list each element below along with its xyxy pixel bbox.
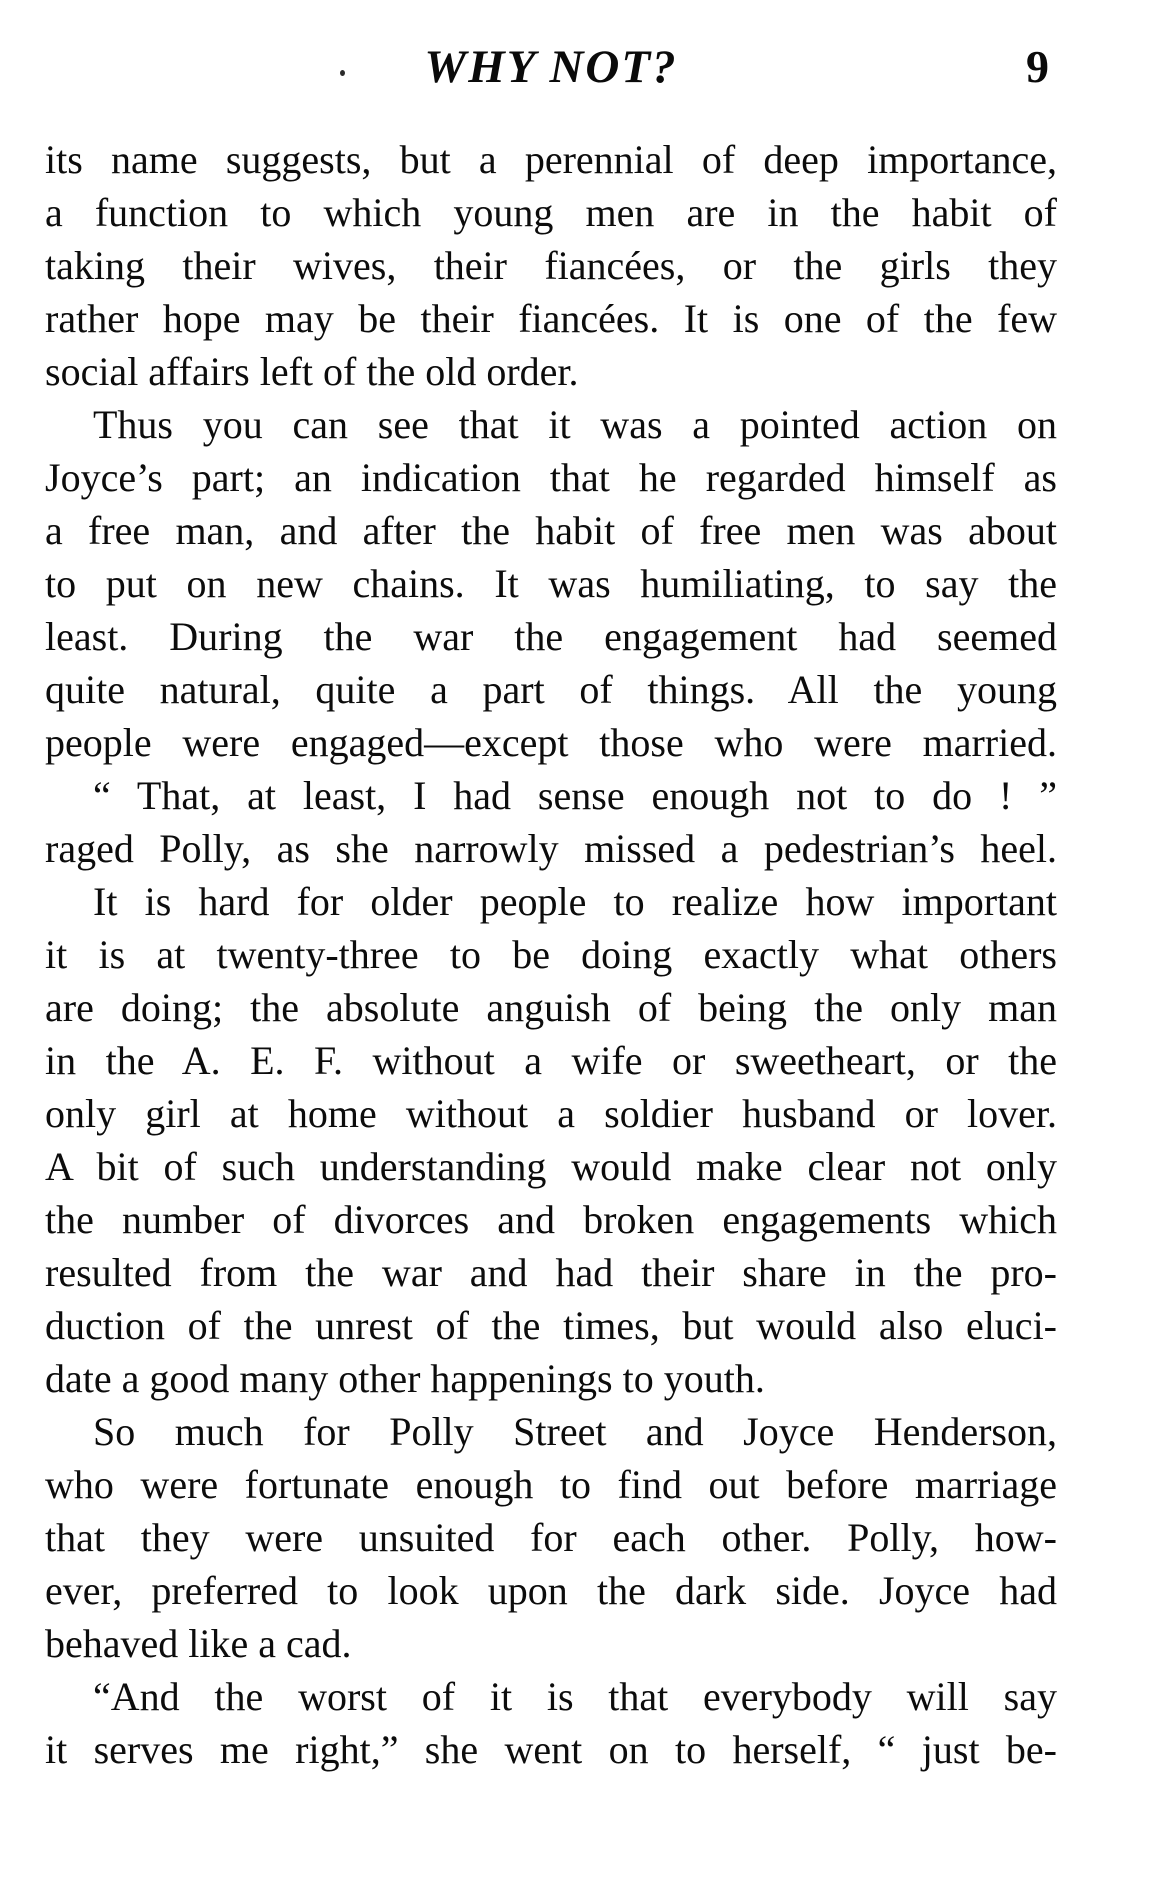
text-line: it serves me right,” she went on to herself, “ just be- [45,1727,1057,1772]
paragraph [45,398,1057,769]
paragraph [45,875,1057,1405]
text-line: ever, preferred to look upon the dark side. Joyce had [45,1568,1057,1613]
text-line: A bit of such understanding would make clear not only [45,1144,1057,1189]
text-line: date a good many other happenings to youth. [45,1356,765,1401]
scan-artifact-dot [340,70,345,76]
body-text [45,133,1057,1776]
text-line: that they were unsuited for each other. Polly, how- [45,1515,1057,1560]
text-line: who were fortunate enough to find out before marriage [45,1462,1057,1507]
paragraph [45,1405,1057,1670]
running-header [45,36,1057,98]
text-line: to put on new chains. It was humiliating, to say the [45,561,1057,606]
text-line: a function to which young men are in the habit of [45,190,1057,235]
text-line: “ That, at least, I had sense enough not to do ! ” [93,773,1057,818]
text-line: raged Polly, as she narrowly missed a pedestrian’s heel. [45,826,1057,871]
paragraph [45,133,1057,398]
text-line: only girl at home without a soldier husband or lover. [45,1091,1057,1136]
text-line: in the A. E. F. without a wife or sweetheart, or the [45,1038,1057,1083]
text-line: resulted from the war and had their share in the pro- [45,1250,1057,1295]
text-line: social affairs left of the old order. [45,349,579,394]
text-line: behaved like a cad. [45,1621,352,1666]
text-line: So much for Polly Street and Joyce Henderson, [93,1409,1057,1454]
text-line: a free man, and after the habit of free men was about [45,508,1057,553]
text-line: duction of the unrest of the times, but would also eluci- [45,1303,1057,1348]
text-line: Thus you can see that it was a pointed action on [93,402,1057,447]
page-title: WHY NOT? [424,41,678,93]
text-line: It is hard for older people to realize how important [93,879,1057,924]
text-line: “And the worst of it is that everybody will say [93,1674,1057,1719]
paragraph [45,1670,1057,1776]
text-line: Joyce’s part; an indication that he regarded himself as [45,455,1057,500]
text-line: people were engaged—except those who were married. [45,720,1057,765]
text-line: the number of divorces and broken engagements which [45,1197,1057,1242]
text-line: it is at twenty-three to be doing exactly what others [45,932,1057,977]
text-line: least. During the war the engagement had seemed [45,614,1057,659]
text-line: rather hope may be their fiancées. It is one of the few [45,296,1057,341]
text-line: are doing; the absolute anguish of being the only man [45,985,1057,1030]
text-line: taking their wives, their fiancées, or the girls they [45,243,1057,288]
paragraph [45,769,1057,875]
text-line: quite natural, quite a part of things. All the young [45,667,1057,712]
page-number: 9 [1026,41,1049,92]
text-line: its name suggests, but a perennial of deep importance, [45,137,1057,182]
